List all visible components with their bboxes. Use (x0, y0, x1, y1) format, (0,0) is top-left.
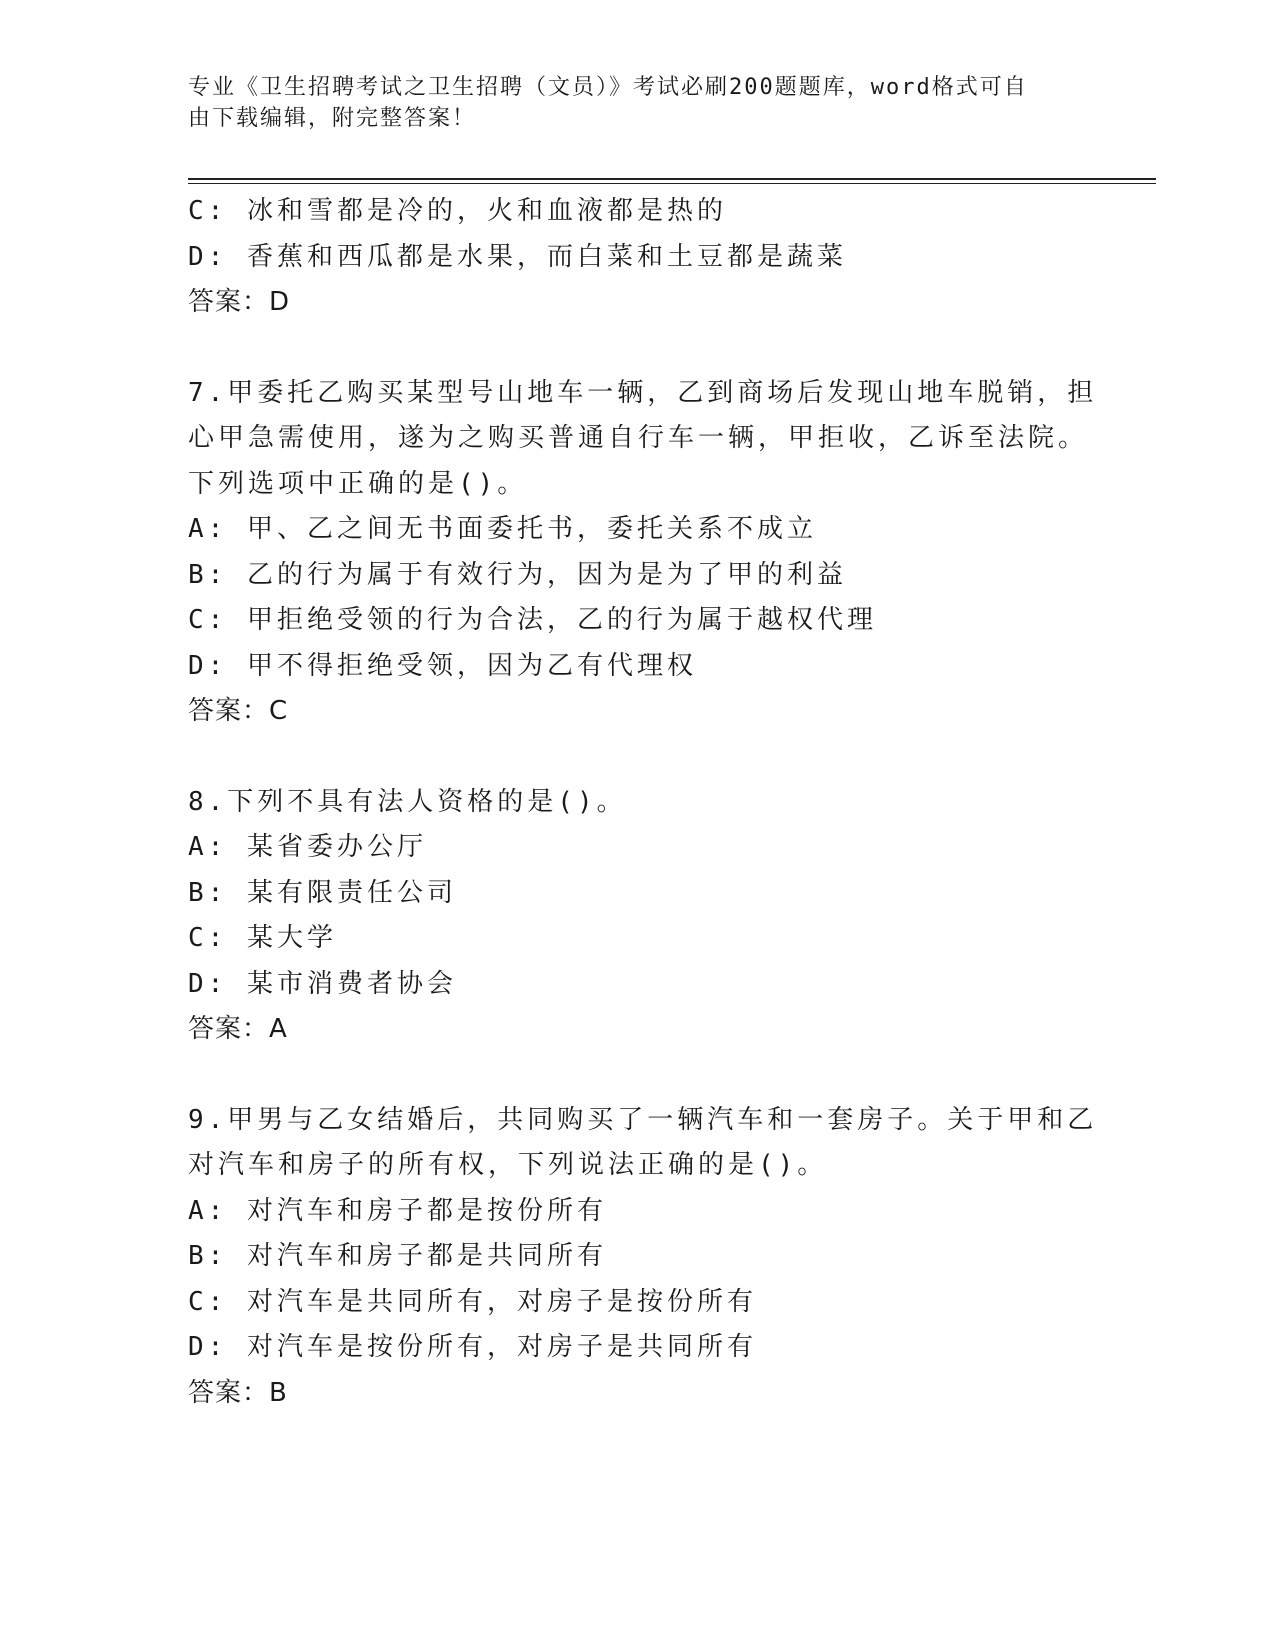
stem-line: 心甲急需使用，遂为之购买普通自行车一辆，甲拒收，乙诉至法院。 (188, 423, 1089, 453)
stem-line: 下列选项中正确的是()。 (188, 468, 528, 499)
option-d: D: 某市消费者协会 (188, 968, 457, 999)
header-title-line-1: 专业《卫生招聘考试之卫生招聘（文员）》考试必刷200题题库，word格式可自 (188, 75, 1028, 100)
document-header (188, 72, 1068, 134)
question-9 (188, 1098, 1098, 1417)
option-a: A: 甲、乙之间无书面委托书，委托关系不成立 (188, 514, 817, 544)
option-d: D: 香蕉和西瓜都是水果，而白菜和土豆都是蔬菜 (188, 241, 847, 272)
option-d: D: 甲不得拒绝受领，因为乙有代理权 (188, 650, 697, 681)
option-b: B: 某有限责任公司 (188, 877, 457, 908)
question-stem (188, 371, 1098, 508)
option-b: B: 对汽车和房子都是共同所有 (188, 1241, 607, 1271)
partial-question (188, 189, 1088, 326)
stem-line: 9.甲男与乙女结婚后，共同购买了一辆汽车和一套房子。关于甲和乙 (188, 1104, 1098, 1135)
option-a: A: 对汽车和房子都是按份所有 (188, 1195, 607, 1226)
stem-line: 对汽车和房子的所有权，下列说法正确的是()。 (188, 1150, 828, 1180)
question-stem (188, 780, 1088, 826)
option-b: B: 乙的行为属于有效行为，因为是为了甲的利益 (188, 559, 847, 590)
option-c: C: 某大学 (188, 923, 337, 953)
stem-line: 7.甲委托乙购买某型号山地车一辆，乙到商场后发现山地车脱销，担 (188, 377, 1098, 408)
option-c: C: 对汽车是共同所有，对房子是按份所有 (188, 1286, 757, 1317)
option-d: D: 对汽车是按份所有，对房子是共同所有 (188, 1332, 757, 1362)
option-c: C: 冰和雪都是冷的，火和血液都是热的 (188, 196, 727, 226)
header-title-line-2: 由下载编辑，附完整答案！ (188, 106, 477, 131)
option-c: C: 甲拒绝受领的行为合法，乙的行为属于越权代理 (188, 605, 877, 635)
question-stem (188, 1098, 1098, 1189)
answer-line: 答案：A (188, 1014, 288, 1044)
option-a: A: 某省委办公厅 (188, 832, 427, 862)
question-8 (188, 780, 1088, 1053)
header-divider (188, 178, 1156, 184)
stem-line: 8.下列不具有法人资格的是()。 (188, 786, 627, 817)
question-7 (188, 371, 1098, 735)
answer-line: 答案：D (188, 287, 291, 317)
answer-line: 答案：C (188, 696, 289, 726)
document-body (188, 189, 1098, 1416)
answer-line: 答案：B (188, 1377, 288, 1408)
